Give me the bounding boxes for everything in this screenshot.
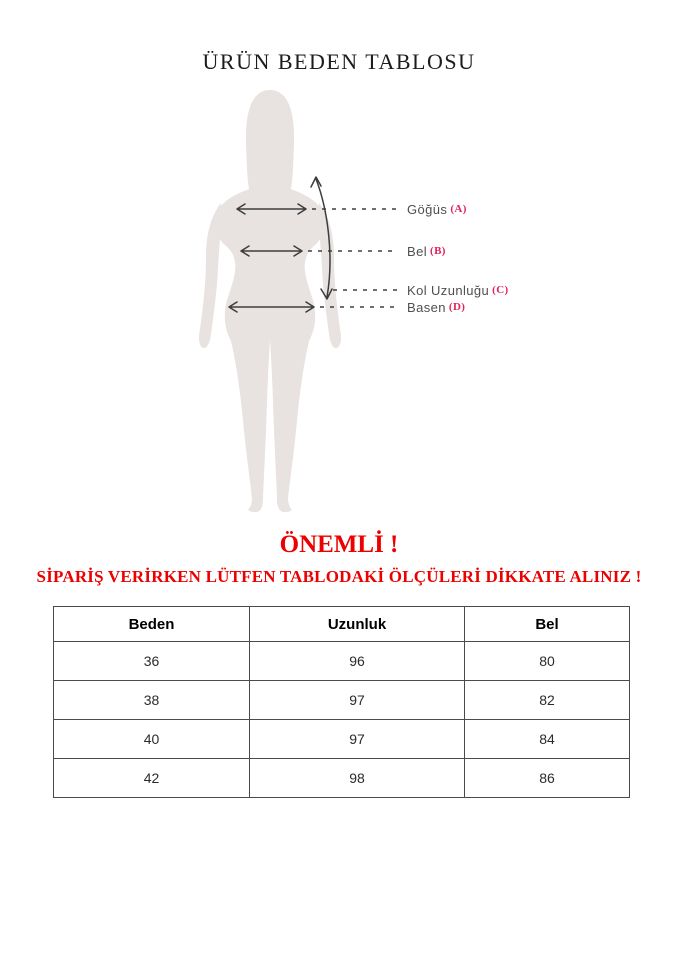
cell-uzunluk: 97 [250,720,465,759]
cell-bel: 82 [465,681,630,720]
cell-bel: 80 [465,642,630,681]
table-row [54,720,630,759]
measure-label-arm-length [407,282,509,298]
cell-uzunluk: 98 [250,759,465,798]
cell-beden: 38 [54,681,250,720]
cell-uzunluk: 97 [250,681,465,720]
silhouette-head [246,90,294,196]
measure-letter-a: (A) [450,203,467,215]
cell-beden: 40 [54,720,250,759]
measure-label-hip-text: Basen [407,299,446,315]
measure-label-arm-length-text: Kol Uzunluğu [407,282,490,298]
cell-beden: 42 [54,759,250,798]
measure-letter-b: (B) [430,245,446,257]
measure-label-waist [407,243,446,259]
measure-label-hip [407,299,465,315]
important-subheading: SİPARİŞ VERİRKEN LÜTFEN TABLODAKİ ÖLÇÜLERİ DİKKATE ALINIZ ! [36,567,642,586]
column-header-bel: Bel [465,607,630,642]
cell-beden: 36 [54,642,250,681]
page-title: ÜRÜN BEDEN TABLOSU [202,49,476,74]
cell-bel: 86 [465,759,630,798]
size-table [53,606,630,798]
table-row [54,681,630,720]
table-row [54,642,630,681]
cell-bel: 84 [465,720,630,759]
size-table-header-row [54,607,630,642]
measure-label-waist-text: Bel [407,243,427,259]
measure-label-chest [407,201,467,217]
important-heading: ÖNEMLİ ! [279,531,399,558]
measure-label-chest-text: Göğüs [407,201,448,217]
column-header-beden: Beden [54,607,250,642]
silhouette-torso-legs [215,185,324,512]
silhouette-left-arm [199,203,221,348]
column-header-uzunluk: Uzunluk [250,607,465,642]
cell-uzunluk: 96 [250,642,465,681]
female-body-silhouette [199,90,341,512]
measure-letter-d: (D) [448,301,466,313]
silhouette-svg [0,85,678,530]
table-row [54,759,630,798]
body-measurement-diagram [0,85,678,530]
measure-letter-c: (C) [492,284,509,296]
